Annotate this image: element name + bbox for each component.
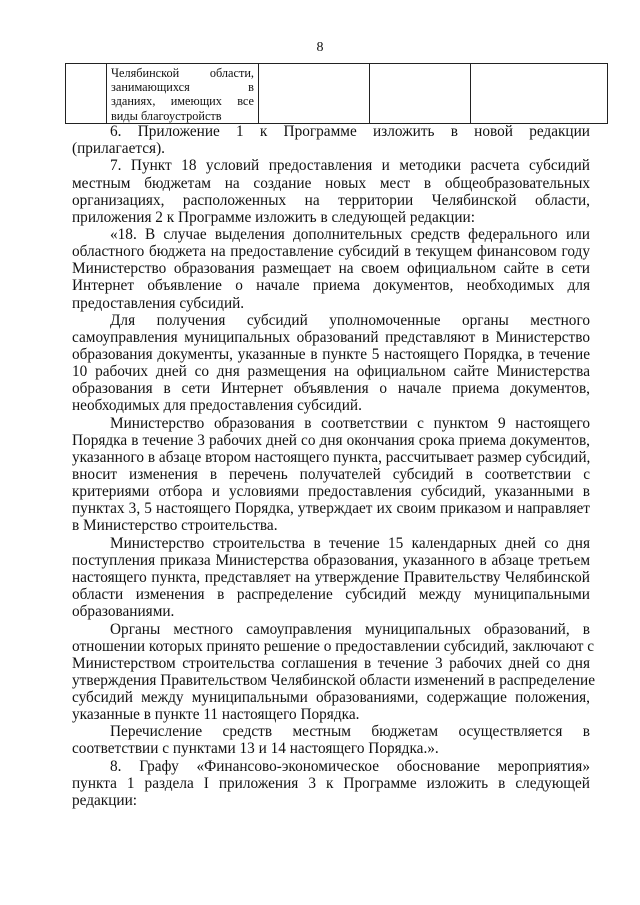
paragraph: [72, 157, 590, 225]
table-cell-line: виды благоустройств: [111, 108, 222, 123]
text-line: соответствии с пунктами 13 и 14 настоящего Порядка.».: [72, 740, 439, 758]
text-line: областного бюджета на предоставление субсидий в текущем финансовом году: [72, 243, 590, 261]
table-cell-line: Челябинской области,: [111, 66, 254, 80]
text-line: области изменения в распределение субсидий между муниципальными: [72, 586, 590, 604]
table-cell-description: [107, 64, 259, 124]
text-line: критериями отбора и условиями предоставления субсидий, указанными в: [72, 483, 590, 501]
paragraph: [72, 723, 590, 757]
text-line: Интернет объявление о начале приема документов, необходимых для: [72, 277, 590, 295]
text-line: Министерство образования в соответствии с пунктом 9 настоящего: [110, 414, 590, 432]
text-line: Для получения субсидий уполномоченные органы местного: [110, 311, 590, 329]
text-line: субсидий между муниципальными образованиями, содержащие положения,: [72, 688, 590, 706]
text-line: самоуправления муниципальных образований представляют в Министерство: [72, 329, 590, 347]
text-line: указанного в абзаце втором настоящего пункта, рассчитывает размер субсидий,: [72, 448, 591, 466]
text-line: образованиями.: [72, 603, 175, 621]
table-cell-number: [66, 64, 107, 124]
text-line: вносит изменения в перечень получателей субсидий в соответствии с: [72, 466, 590, 484]
text-line: 6. Приложение 1 к Программе изложить в новой редакции: [110, 123, 590, 140]
table-cell-empty: [259, 64, 370, 124]
table-row: [66, 64, 608, 124]
paragraph: [72, 415, 590, 535]
text-line: необходимых для предоставления субсидий.: [72, 397, 362, 415]
text-line: приложения 2 к Программе изложить в следующей редакции:: [72, 208, 475, 226]
text-line: указанные в пункте 11 настоящего Порядка.: [72, 705, 360, 723]
text-line: утверждения Правительством Челябинской области изменений в распределение: [72, 671, 596, 689]
text-line: Порядка в течение 3 рабочих дней со дня окончания срока приема документов,: [72, 431, 590, 449]
text-line: пункта 1 раздела I приложения 3 к Программе изложить в следующей: [72, 774, 590, 792]
text-line: в Министерство строительства.: [72, 517, 278, 535]
paragraph: [72, 758, 590, 809]
paragraph: [72, 226, 590, 311]
paragraph: [72, 123, 590, 157]
table-cell-line: зданиях, имеющих все: [111, 94, 254, 109]
text-line: Органы местного самоуправления муниципальных образований, в: [110, 620, 590, 638]
document-body: [72, 123, 596, 810]
table-cell-empty: [370, 64, 471, 124]
text-line: местным бюджетам на создание новых мест в общеобразовательных: [72, 174, 590, 192]
text-line: 8. Графу «Финансово-экономическое обоснование мероприятия»: [110, 757, 590, 775]
text-line: Министерство образования размещает на своем официальном сайте в сети: [72, 260, 590, 278]
table-cell-empty: [471, 64, 608, 124]
text-line: редакции:: [72, 792, 138, 810]
text-line: Министерство строительства в течение 15 календарных дней со дня: [110, 534, 590, 552]
paragraph: [72, 312, 590, 415]
text-line: организациях, расположенных на территории Челябинской области,: [72, 191, 590, 209]
text-line: 7. Пункт 18 условий предоставления и методики расчета субсидий: [110, 157, 590, 175]
paragraph: [72, 620, 596, 724]
text-line: образования в сети Интернет объявления о начале приема документов,: [72, 380, 590, 398]
text-line: отношении которых принято решение о предоставлении субсидий, заключают с: [72, 637, 595, 655]
table-fragment: [65, 63, 608, 124]
text-line: Министерством строительства соглашения в течение 3 рабочих дней со дня: [72, 654, 590, 672]
page-number: 8: [316, 40, 324, 55]
text-line: (прилагается).: [72, 140, 166, 158]
text-line: образования документы, указанные в пункте 5 настоящего Порядка, в течение: [72, 346, 590, 364]
text-line: предоставления субсидий.: [72, 294, 245, 312]
text-line: пунктах 3, 5 настоящего Порядка, утверждает их своим приказом и направляет: [72, 500, 590, 518]
text-line: поступления приказа Министерства образования, указанного в абзаце третьем: [72, 551, 590, 569]
text-line: настоящего пункта, представляет на утверждение Правительству Челябинской: [72, 568, 590, 586]
text-line: 10 рабочих дней со дня размещения на официальном сайте Министерства: [72, 363, 590, 381]
paragraph: [72, 535, 590, 620]
text-line: «18. В случае выделения дополнительных средств федерального или: [110, 226, 590, 244]
table-cell-line: занимающихся в: [111, 80, 254, 95]
text-line: Перечисление средств местным бюджетам осуществляется в: [110, 723, 590, 741]
